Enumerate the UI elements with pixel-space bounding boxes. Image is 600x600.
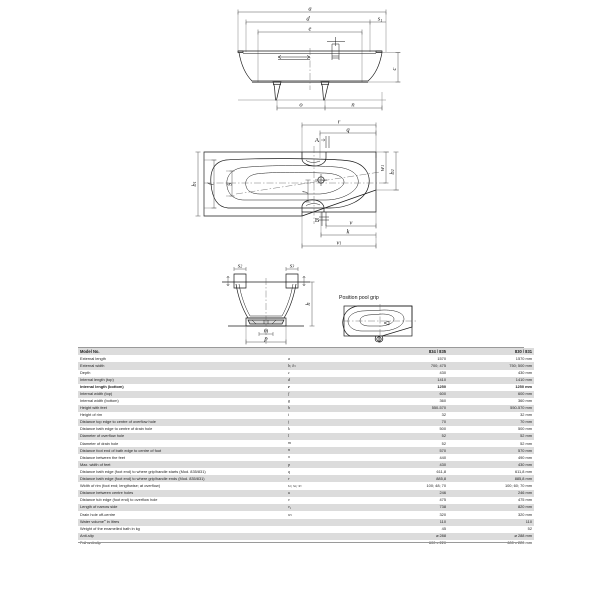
table-row xyxy=(78,419,534,426)
row-value-model-830-831: 32 mm xyxy=(452,412,534,419)
row-label: Distance foot end of bath edge to centre of foot xyxy=(78,447,288,454)
table-row xyxy=(78,497,534,504)
table-row xyxy=(78,391,534,398)
row-symbol: c xyxy=(288,370,366,377)
row-value-model-834-835: 570 xyxy=(366,447,452,454)
row-value-model-834-835: 320 xyxy=(366,511,452,518)
row-value-model-830-831: 52 xyxy=(452,526,534,533)
row-value-model-830-831: 100; 60; 70 mm xyxy=(452,482,534,489)
table-row xyxy=(78,511,534,518)
table-row xyxy=(78,504,534,511)
row-label: Anti-slip xyxy=(78,533,288,540)
row-symbol: v xyxy=(288,497,366,504)
row-value-model-830-831: 490 mm xyxy=(452,454,534,461)
row-value-model-834-835: 440 xyxy=(366,454,452,461)
row-label: Depth xyxy=(78,370,288,377)
table-row xyxy=(78,398,534,405)
row-value-model-830-831: 246 mm xyxy=(452,490,534,497)
row-symbol: $w_1$ xyxy=(288,511,366,518)
svg-text:j: j xyxy=(301,191,308,193)
row-label: External width xyxy=(78,362,288,369)
table-row xyxy=(78,370,534,377)
svg-text:g: g xyxy=(225,182,232,186)
row-value-model-830-831: 885,8 mm xyxy=(452,475,534,482)
table-row xyxy=(78,533,534,540)
header-label: Model No. xyxy=(78,348,288,355)
row-value-model-834-835: 600 xyxy=(366,391,452,398)
svg-text:s3: s3 xyxy=(289,264,295,270)
pool-grip-illustration xyxy=(338,296,430,346)
row-value-model-834-835: 475 xyxy=(366,497,452,504)
row-value-model-834-835: 738 xyxy=(366,504,452,511)
row-value-model-830-831: 600 mm xyxy=(452,391,534,398)
row-label: Distance tub edge (foot end) to overflow hole xyxy=(78,497,288,504)
table-row xyxy=(78,482,534,489)
row-value-model-830-831: 52 mm xyxy=(452,440,534,447)
row-value-model-834-835: 700; 475 xyxy=(366,362,452,369)
row-value-model-830-831: 430 mm xyxy=(452,461,534,468)
row-label: Distance top edge to centre of overflow hole xyxy=(78,419,288,426)
table-row xyxy=(78,412,534,419)
row-label: Height of rim xyxy=(78,412,288,419)
row-symbol: u xyxy=(288,490,366,497)
row-value-model-830-831: 1410 mm xyxy=(452,377,534,384)
row-symbol: j xyxy=(288,419,366,426)
svg-text:e: e xyxy=(308,25,312,33)
row-value-model-834-835: ⌀ 288 xyxy=(366,533,452,540)
row-value-model-830-831: 570 mm xyxy=(452,447,534,454)
svg-text:A: A xyxy=(314,137,320,144)
table-row xyxy=(78,461,534,468)
row-value-model-830-831: 360 mm xyxy=(452,398,534,405)
svg-text:s1: $s_1$ xyxy=(377,15,383,23)
svg-text:w1: w1 xyxy=(379,164,386,172)
pool-grip-diagram xyxy=(338,303,430,343)
row-symbol: q xyxy=(288,468,366,475)
table-row xyxy=(78,526,534,533)
header-model-col-1: 834 / 835 xyxy=(366,348,452,355)
row-symbol xyxy=(288,519,366,526)
row-symbol: $s_1$; $s_2$; $s_3$ xyxy=(288,482,366,489)
row-label: Internal width (top) xyxy=(78,391,288,398)
row-symbol: d xyxy=(288,377,366,384)
row-symbol: i xyxy=(288,412,366,419)
row-value-model-830-831: 110 xyxy=(452,519,534,526)
row-value-model-830-831: 600 x 220 mm xyxy=(452,540,534,547)
svg-text:b1: b1 xyxy=(191,181,198,187)
row-symbol xyxy=(288,526,366,533)
row-value-model-830-831: 1570 mm xyxy=(452,355,534,362)
row-label: Max. width of feet xyxy=(78,461,288,468)
svg-text:c: c xyxy=(391,67,398,71)
table-row xyxy=(78,519,534,526)
table-row xyxy=(78,433,534,440)
svg-text:v1: v1 xyxy=(336,239,342,247)
table-row xyxy=(78,405,534,412)
svg-text:v: v xyxy=(349,219,353,227)
svg-text:o: o xyxy=(299,101,303,109)
foot-section-detail-drawing xyxy=(212,264,324,348)
row-label: Distance between the feet xyxy=(78,454,288,461)
table-row xyxy=(78,540,534,547)
plan-view-drawing xyxy=(190,116,420,254)
row-symbol: b; $b_1$ xyxy=(288,362,366,369)
row-value-model-834-835: 110 xyxy=(366,519,452,526)
row-value-model-834-835: 430 xyxy=(366,370,452,377)
row-label: Distance bath edge (foot end) to where grip/handle starts (Mod. 835/831) xyxy=(78,468,288,475)
row-label: Internal width (bottom) xyxy=(78,398,288,405)
row-value-model-830-831: 70 mm xyxy=(452,419,534,426)
table-row xyxy=(78,384,534,391)
row-label: Water volume** in litres xyxy=(78,519,288,526)
svg-text:p: p xyxy=(264,335,268,343)
row-label: Width of rim (foot end; lengthwise; at overflow) xyxy=(78,482,288,489)
row-label: External length xyxy=(78,355,288,362)
row-value-model-830-831: 500 mm xyxy=(452,426,534,433)
row-symbol: a xyxy=(288,355,366,362)
table-row xyxy=(78,426,534,433)
svg-text:a: a xyxy=(308,5,312,13)
row-value-model-834-835: 100; 48; 70 xyxy=(366,482,452,489)
row-symbol: k xyxy=(288,426,366,433)
row-value-model-830-831: ⌀ 288 mm xyxy=(452,533,534,540)
row-value-model-834-835: 52 xyxy=(366,433,452,440)
row-label: Height with feet xyxy=(78,405,288,412)
row-label: Drain hole off-centre xyxy=(78,511,288,518)
row-value-model-830-831: 820 mm xyxy=(452,504,534,511)
row-label: Length of narrow side xyxy=(78,504,288,511)
row-value-model-834-835: 52 xyxy=(366,440,452,447)
row-value-model-834-835: 1410 xyxy=(366,377,452,384)
row-value-model-834-835: 500 xyxy=(366,426,452,433)
row-value-model-834-835: 32 xyxy=(366,412,452,419)
row-symbol: p xyxy=(288,461,366,468)
row-symbol: n xyxy=(288,447,366,454)
pool-grip-title: Position pool grip xyxy=(339,295,379,301)
row-value-model-830-831: 1250 mm xyxy=(452,384,534,391)
row-value-model-830-831: 750; 500 mm xyxy=(452,362,534,369)
svg-text:B: B xyxy=(314,217,320,224)
table-row xyxy=(78,447,534,454)
table-row xyxy=(78,440,534,447)
svg-text:h: h xyxy=(305,302,312,306)
row-symbol: e xyxy=(288,384,366,391)
table-row xyxy=(78,475,534,482)
table-row xyxy=(78,377,534,384)
row-label: Internal length (top) xyxy=(78,377,288,384)
row-value-model-834-835: 600 x 220 xyxy=(366,540,452,547)
svg-text:d: d xyxy=(306,15,310,23)
row-symbol: r xyxy=(288,475,366,482)
row-symbol: g xyxy=(288,398,366,405)
row-label: Full anti-slip xyxy=(78,540,288,547)
table-header-row xyxy=(78,348,534,355)
row-value-model-834-835: 1250 xyxy=(366,384,452,391)
table-row xyxy=(78,468,534,475)
table-row xyxy=(78,490,534,497)
svg-text:f: f xyxy=(207,183,214,185)
header-symbol xyxy=(288,348,366,355)
svg-text:n: n xyxy=(351,101,355,109)
svg-text:k: k xyxy=(346,228,350,236)
svg-text:q: q xyxy=(346,126,350,134)
row-value-model-834-835: 885,8 xyxy=(366,475,452,482)
row-symbol: l xyxy=(288,433,366,440)
row-label: Distance between centre holes xyxy=(78,490,288,497)
row-value-model-830-831: 550-570 mm xyxy=(452,405,534,412)
row-symbol: m xyxy=(288,440,366,447)
row-label: Diameter of drain hole xyxy=(78,440,288,447)
table-body xyxy=(78,348,534,546)
row-label: Distance bath edge (foot end) to where grip/handle ends (Mod. 835/831) xyxy=(78,475,288,482)
row-symbol xyxy=(288,533,366,540)
row-label: Distance bath edge to centre of drain hole xyxy=(78,426,288,433)
svg-text:r: r xyxy=(337,118,341,126)
row-value-model-830-831: 611,8 mm xyxy=(452,468,534,475)
svg-text:m: m xyxy=(263,327,269,335)
svg-text:s2: s2 xyxy=(237,264,243,270)
row-value-model-834-835: 550-570 xyxy=(366,405,452,412)
row-value-model-830-831: 430 mm xyxy=(452,370,534,377)
table-row xyxy=(78,362,534,369)
row-value-model-830-831: 52 mm xyxy=(452,433,534,440)
row-value-model-834-835: 611,8 xyxy=(366,468,452,475)
row-symbol: $v_1$ xyxy=(288,504,366,511)
table-bottom-rule xyxy=(78,542,524,543)
row-symbol: f xyxy=(288,391,366,398)
row-symbol xyxy=(288,540,366,547)
specification-table xyxy=(78,348,534,546)
row-label: Internal length (bottom) xyxy=(78,384,288,391)
row-value-model-830-831: 475 mm xyxy=(452,497,534,504)
row-value-model-834-835: 45 xyxy=(366,526,452,533)
row-symbol: h xyxy=(288,405,366,412)
table-row xyxy=(78,454,534,461)
row-label: Weight of the enamelled bath in kg xyxy=(78,526,288,533)
row-value-model-834-835: 1570 xyxy=(366,355,452,362)
table-row xyxy=(78,355,534,362)
side-elevation-drawing xyxy=(190,4,420,116)
row-value-model-830-831: 320 mm xyxy=(452,511,534,518)
row-value-model-834-835: 70 xyxy=(366,419,452,426)
row-value-model-834-835: 430 xyxy=(366,461,452,468)
header-model-col-2: 830 / 831 xyxy=(452,348,534,355)
row-value-model-834-835: 360 xyxy=(366,398,452,405)
row-symbol: o xyxy=(288,454,366,461)
svg-text:b2: b2 xyxy=(389,169,396,175)
row-value-model-834-835: 246 xyxy=(366,490,452,497)
row-label: Diameter of overflow hole xyxy=(78,433,288,440)
